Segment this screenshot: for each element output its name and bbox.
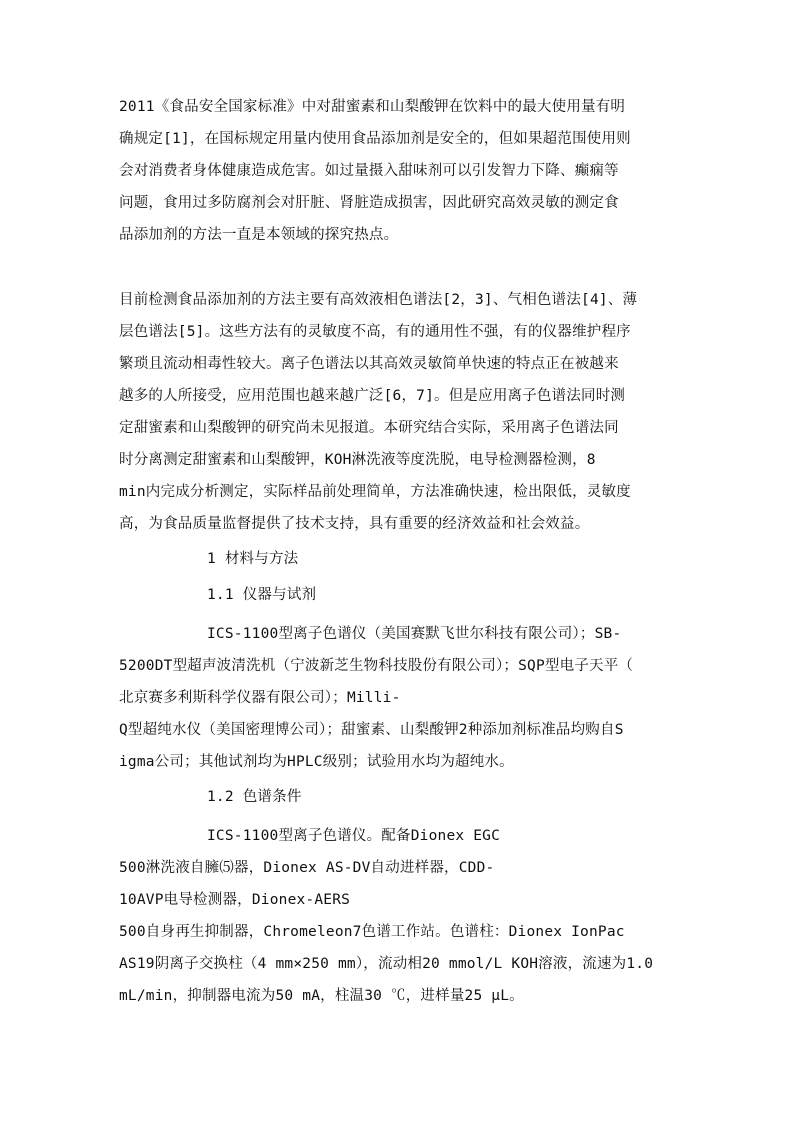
paragraph-2-line-4: 越多的人所接受，应用范围也越来越广泛[6，7]。但是应用离子色谱法同时测	[119, 388, 626, 404]
paragraph-3-line-1: ICS-1100型离子色谱仪（美国赛默飞世尔科技有限公司）；SB-	[207, 626, 622, 642]
section-1-heading: 1 材料与方法	[207, 551, 299, 567]
paragraph-2-line-6: 时分离测定甜蜜素和山梨酸钾，KOH淋洗液等度洗脱，电导检测器检测，8	[119, 452, 596, 468]
paragraph-4-line-2: 500淋洗液自臃⑸器，Dionex AS-DV自动进样器，CDD-	[119, 860, 495, 876]
paragraph-4-line-3: 10AVP电导检测器，Dionex-AERS	[119, 892, 351, 908]
paragraph-1-line-3: 会对消费者身体健康造成危害。如过量摄入甜味剂可以引发智力下降、癫痫等	[119, 163, 619, 179]
paragraph-3-line-2: 5200DT型超声波清洗机（宁波新芝生物科技股份有限公司）；SQP型电子天平（	[119, 658, 634, 674]
paragraph-4-line-1: ICS-1100型离子色谱仪。配备Dionex EGC	[207, 828, 501, 844]
section-1-1-heading: 1.1 仪器与试剂	[207, 587, 317, 603]
paragraph-3-line-5: igma公司；其他试剂均为HPLC级别；试验用水均为超纯水。	[119, 754, 514, 770]
paragraph-4-line-4: 500自身再生抑制器，Chromeleon7色谱工作站。色谱柱：Dionex IonPac	[119, 924, 625, 940]
paragraph-2-line-2: 层色谱法[5]。这些方法有的灵敏度不高，有的通用性不强，有的仪器维护程序	[119, 324, 631, 340]
paragraph-2-line-5: 定甜蜜素和山梨酸钾的研究尚未见报道。本研究结合实际，采用离子色谱法同	[119, 420, 619, 436]
paragraph-4-line-5: AS19阴离子交换柱（4 mm×250 mm），流动相20 mmol/L KOH溶液，流速为1.0	[119, 956, 654, 972]
paragraph-2-line-8: 高，为食品质量监督提供了技术支持，具有重要的经济效益和社会效益。	[119, 516, 590, 532]
paragraph-2-line-1: 目前检测食品添加剂的方法主要有高效液相色谱法[2，3]、气相色谱法[4]、薄	[119, 292, 638, 308]
paragraph-2-line-3: 繁琐且流动相毒性较大。离子色谱法以其高效灵敏简单快速的特点正在被越来	[119, 356, 619, 372]
paragraph-1-line-2: 确规定[1]，在国标规定用量内使用食品添加剂是安全的，但如果超范围使用则	[119, 131, 631, 147]
paragraph-2-line-7: min内完成分析测定，实际样品前处理简单，方法准确快速，检出限低，灵敏度	[119, 484, 631, 500]
paragraph-1-line-4: 问题，食用过多防腐剂会对肝脏、肾脏造成损害，因此研究高效灵敏的测定食	[119, 195, 619, 211]
paragraph-3-line-4: Q型超纯水仪（美国密理博公司）；甜蜜素、山梨酸钾2种添加剂标准品均购自S	[119, 722, 624, 738]
paragraph-3-line-3: 北京赛多利斯科学仪器有限公司）；Milli-	[119, 690, 401, 706]
section-1-2-heading: 1.2 色谱条件	[207, 789, 302, 805]
paragraph-1-line-1: 2011《食品安全国家标准》中对甜蜜素和山梨酸钾在饮料中的最大使用量有明	[119, 99, 626, 115]
paragraph-4-line-6: mL/min，抑制器电流为50 mA，柱温30 ℃，进样量25 μL。	[119, 988, 524, 1004]
paragraph-1-line-5: 品添加剂的方法一直是本领域的探究热点。	[119, 227, 399, 243]
